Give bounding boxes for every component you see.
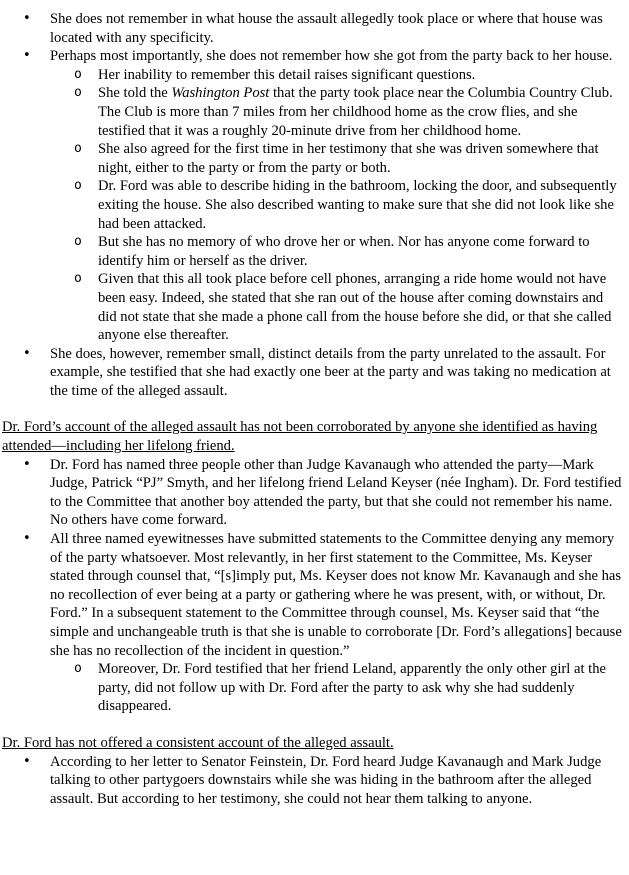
publication-name: Washington Post (171, 85, 270, 102)
bullet-text: According to her letter to Senator Feinstein, Dr. Ford heard Judge Kavanaugh and Mark Judge talking to other partygoers downstairs while she was hiding in the bathroom after the alleged assault. But according to her testimony, she could not hear them talking to anyone. (50, 753, 602, 807)
sub-bullet-text: Given that this all took place before cell phones, arranging a ride home would not have been easy. Indeed, she stated that she ran out of the house after coming downstairs and did not state that she made a phone call from the house before she did, or that she called anyone else thereafter. (98, 271, 612, 344)
sub-bullet-text: Moreover, Dr. Ford testified that her friend Leland, apparently the only other girl at the party, did not follow up with Dr. Ford after the party to ask why she had suddenly disappeared. (98, 661, 607, 715)
document-page (0, 10, 629, 808)
spacer (0, 716, 629, 734)
bullet-text: She does, however, remember small, distinct details from the party unrelated to the assault. For example, she testified that she had exactly one beer at the party and was taking no medication at the time of the alleged assault. (50, 345, 611, 399)
sub-bullet-item (50, 66, 625, 85)
sub-bullet-item (50, 660, 625, 716)
spacer (0, 400, 629, 418)
sub-bullet-item (50, 140, 625, 177)
sub-bullet-list (50, 66, 625, 345)
bullet-item (0, 47, 629, 345)
bullet-text: All three named eyewitnesses have submitted statements to the Committee denying any memory of the party whatsoever. Most relevantly, in her first statement to the Committee, Ms. Keyser stated through counsel that, “[s]imply put, Ms. Keyser does not know Mr. Kavanaugh and she has no recollection of ever being at a party or gathering where he was present, with, or without, Dr. Ford.” In a subsequent statement to the Committee through counsel, Ms. Keyser said that “the simple and unchangeable truth is that she is unable to corroborate [Dr. Ford’s allegations] because she has no recollection of the incident in question.” (50, 531, 622, 659)
section-heading: Dr. Ford has not offered a consistent account of the alleged assault. (2, 734, 394, 751)
sub-bullet-text-pre: She told the (98, 85, 172, 102)
sub-bullet-text: Her inability to remember this detail raises significant questions. (98, 66, 476, 83)
sub-bullet-item (50, 84, 625, 140)
bullet-item (0, 530, 629, 716)
bullet-list-2 (0, 456, 629, 716)
sub-bullet-text-post: that the party took place near the Columbia Country Club. The Club is more than 7 miles from her childhood home as the crow flies, and she testified that it was a roughly 20-minute drive from her childhood home. (98, 85, 613, 139)
sub-bullet-text: She also agreed for the first time in her testimony that she was driven somewhere that night, either to the party or from the party or both. (98, 141, 599, 176)
sub-bullet-text: But she has no memory of who drove her or when. Nor has anyone come forward to identify him or herself as the driver. (98, 234, 590, 269)
bullet-text: Perhaps most importantly, she does not remember how she got from the party back to her house. (50, 48, 613, 65)
sub-bullet-text: Dr. Ford was able to describe hiding in the bathroom, locking the door, and subsequently exiting the house. She also described wanting to make sure that she did not look like she had been attacked. (98, 178, 617, 232)
sub-bullet-item (50, 270, 625, 344)
sub-bullet-item (50, 177, 625, 233)
bullet-item (0, 345, 629, 401)
bullet-text: She does not remember in what house the assault allegedly took place or where that house was located with any specificity. (50, 11, 603, 46)
bullet-item (0, 456, 629, 530)
sub-bullet-list (50, 660, 625, 716)
bullet-text: Dr. Ford has named three people other than Judge Kavanaugh who attended the party—Mark Judge, Patrick “PJ” Smyth, and her lifelong friend Leland Keyser (née Ingham). Dr. Ford testified to the Committee that another boy attended the party, but that she could not remember his name. No others have come forward. (50, 456, 622, 529)
sub-bullet-item (50, 233, 625, 270)
bullet-item (0, 753, 629, 809)
bullet-list-3 (0, 753, 629, 809)
section-heading: Dr. Ford’s account of the alleged assault has not been corroborated by anyone she identified as having attended—including her lifelong friend. (2, 419, 598, 455)
bullet-item (0, 10, 629, 47)
bullet-list-1 (0, 10, 629, 400)
